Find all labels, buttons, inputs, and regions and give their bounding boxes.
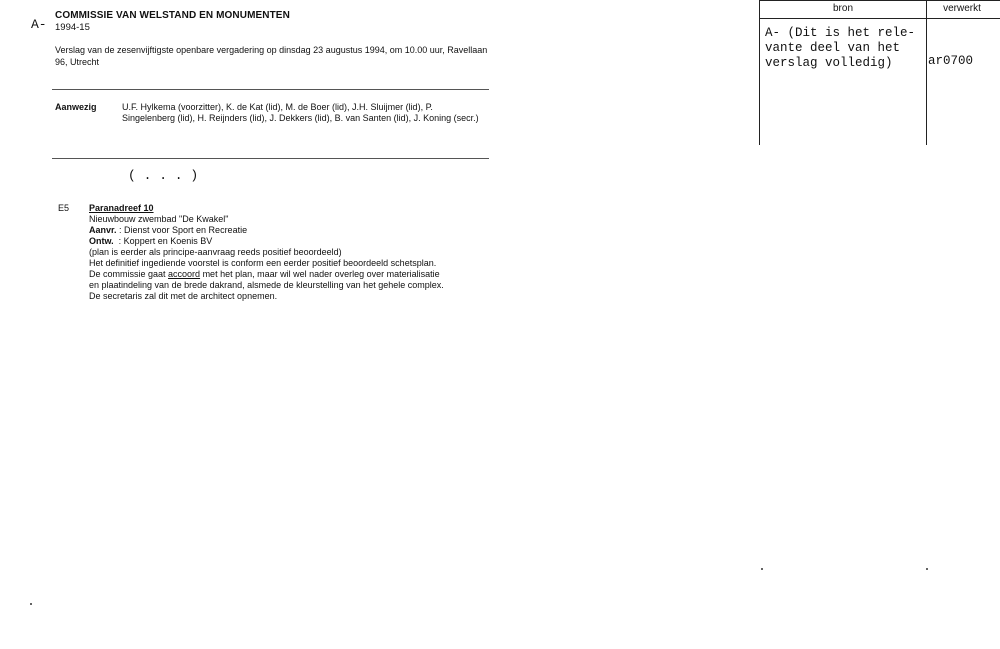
decision-line-4: De secretaris zal dit met de architect opnemen. [89,291,278,301]
designer-label: Ontw. [89,236,114,246]
table-top-border [759,0,1000,1]
scan-speck [30,603,32,605]
table-header-divider [759,18,1000,19]
column-header-verwerkt: verwerkt [943,3,981,14]
table-column-divider [926,0,927,145]
margin-marker: A- [31,17,47,32]
document-year: 1994-15 [55,22,90,33]
source-note: A- (Dit is het rele-vante deel van het verslag volledig) [765,26,916,70]
decision-accoord: accoord [168,269,201,279]
applicant-value: : Dienst voor Sport en Recreatie [116,225,248,235]
decision-text-a: De commissie gaat [89,269,169,279]
item-title: Paranadreef 10 [89,203,154,213]
decision-text-b: met het plan, maar wil wel nader overleg over materialisatie [200,269,440,279]
applicant-line [89,225,489,236]
omission-ellipsis: ( . . . ) [128,168,199,183]
meeting-description: Verslag van de zesenvijftigste openbare vergadering op dinsdag 23 augustus 1994, om 10.00 uur, Ravellaan 96, Utrecht [55,45,488,67]
scan-speck [761,568,763,570]
scan-speck [926,568,928,570]
attendance-label: Aanwezig [55,102,97,112]
designer-value: : Koppert en Koenis BV [113,236,213,246]
item-subtitle: Nieuwbouw zwembad "De Kwakel" [89,214,229,224]
processed-code: ar0700 [928,54,974,68]
decision-line-3: en plaatindeling van de brede dakrand, alsmede de kleurstelling van het gehele complex. [89,280,444,290]
attendance-list: U.F. Hylkema (voorzitter), K. de Kat (lid), M. de Boer (lid), J.H. Sluijmer (lid), P. Singelenberg (lid), H. Reijnders (lid), J. Dekkers (lid), B. van Santen (lid), J. Koning (secr.) [122,102,479,123]
column-header-bron: bron [832,3,853,14]
divider-top [52,89,489,90]
source-table [759,0,1000,145]
decision-line-2 [89,269,489,280]
decision-line-1: Het definitief ingediende voorstel is conform een eerder positief beoordeeld schetsplan. [89,258,437,268]
table-left-border [759,0,760,145]
applicant-label: Aanvr. [89,225,117,235]
item-body [89,214,489,302]
item-code: E5 [58,203,70,213]
divider-bottom [52,158,489,159]
document-title: COMMISSIE VAN WELSTAND EN MONUMENTEN [55,10,290,21]
item-note: (plan is eerder als principe-aanvraag reeds positief beoordeeld) [89,247,342,257]
designer-line [89,236,489,247]
